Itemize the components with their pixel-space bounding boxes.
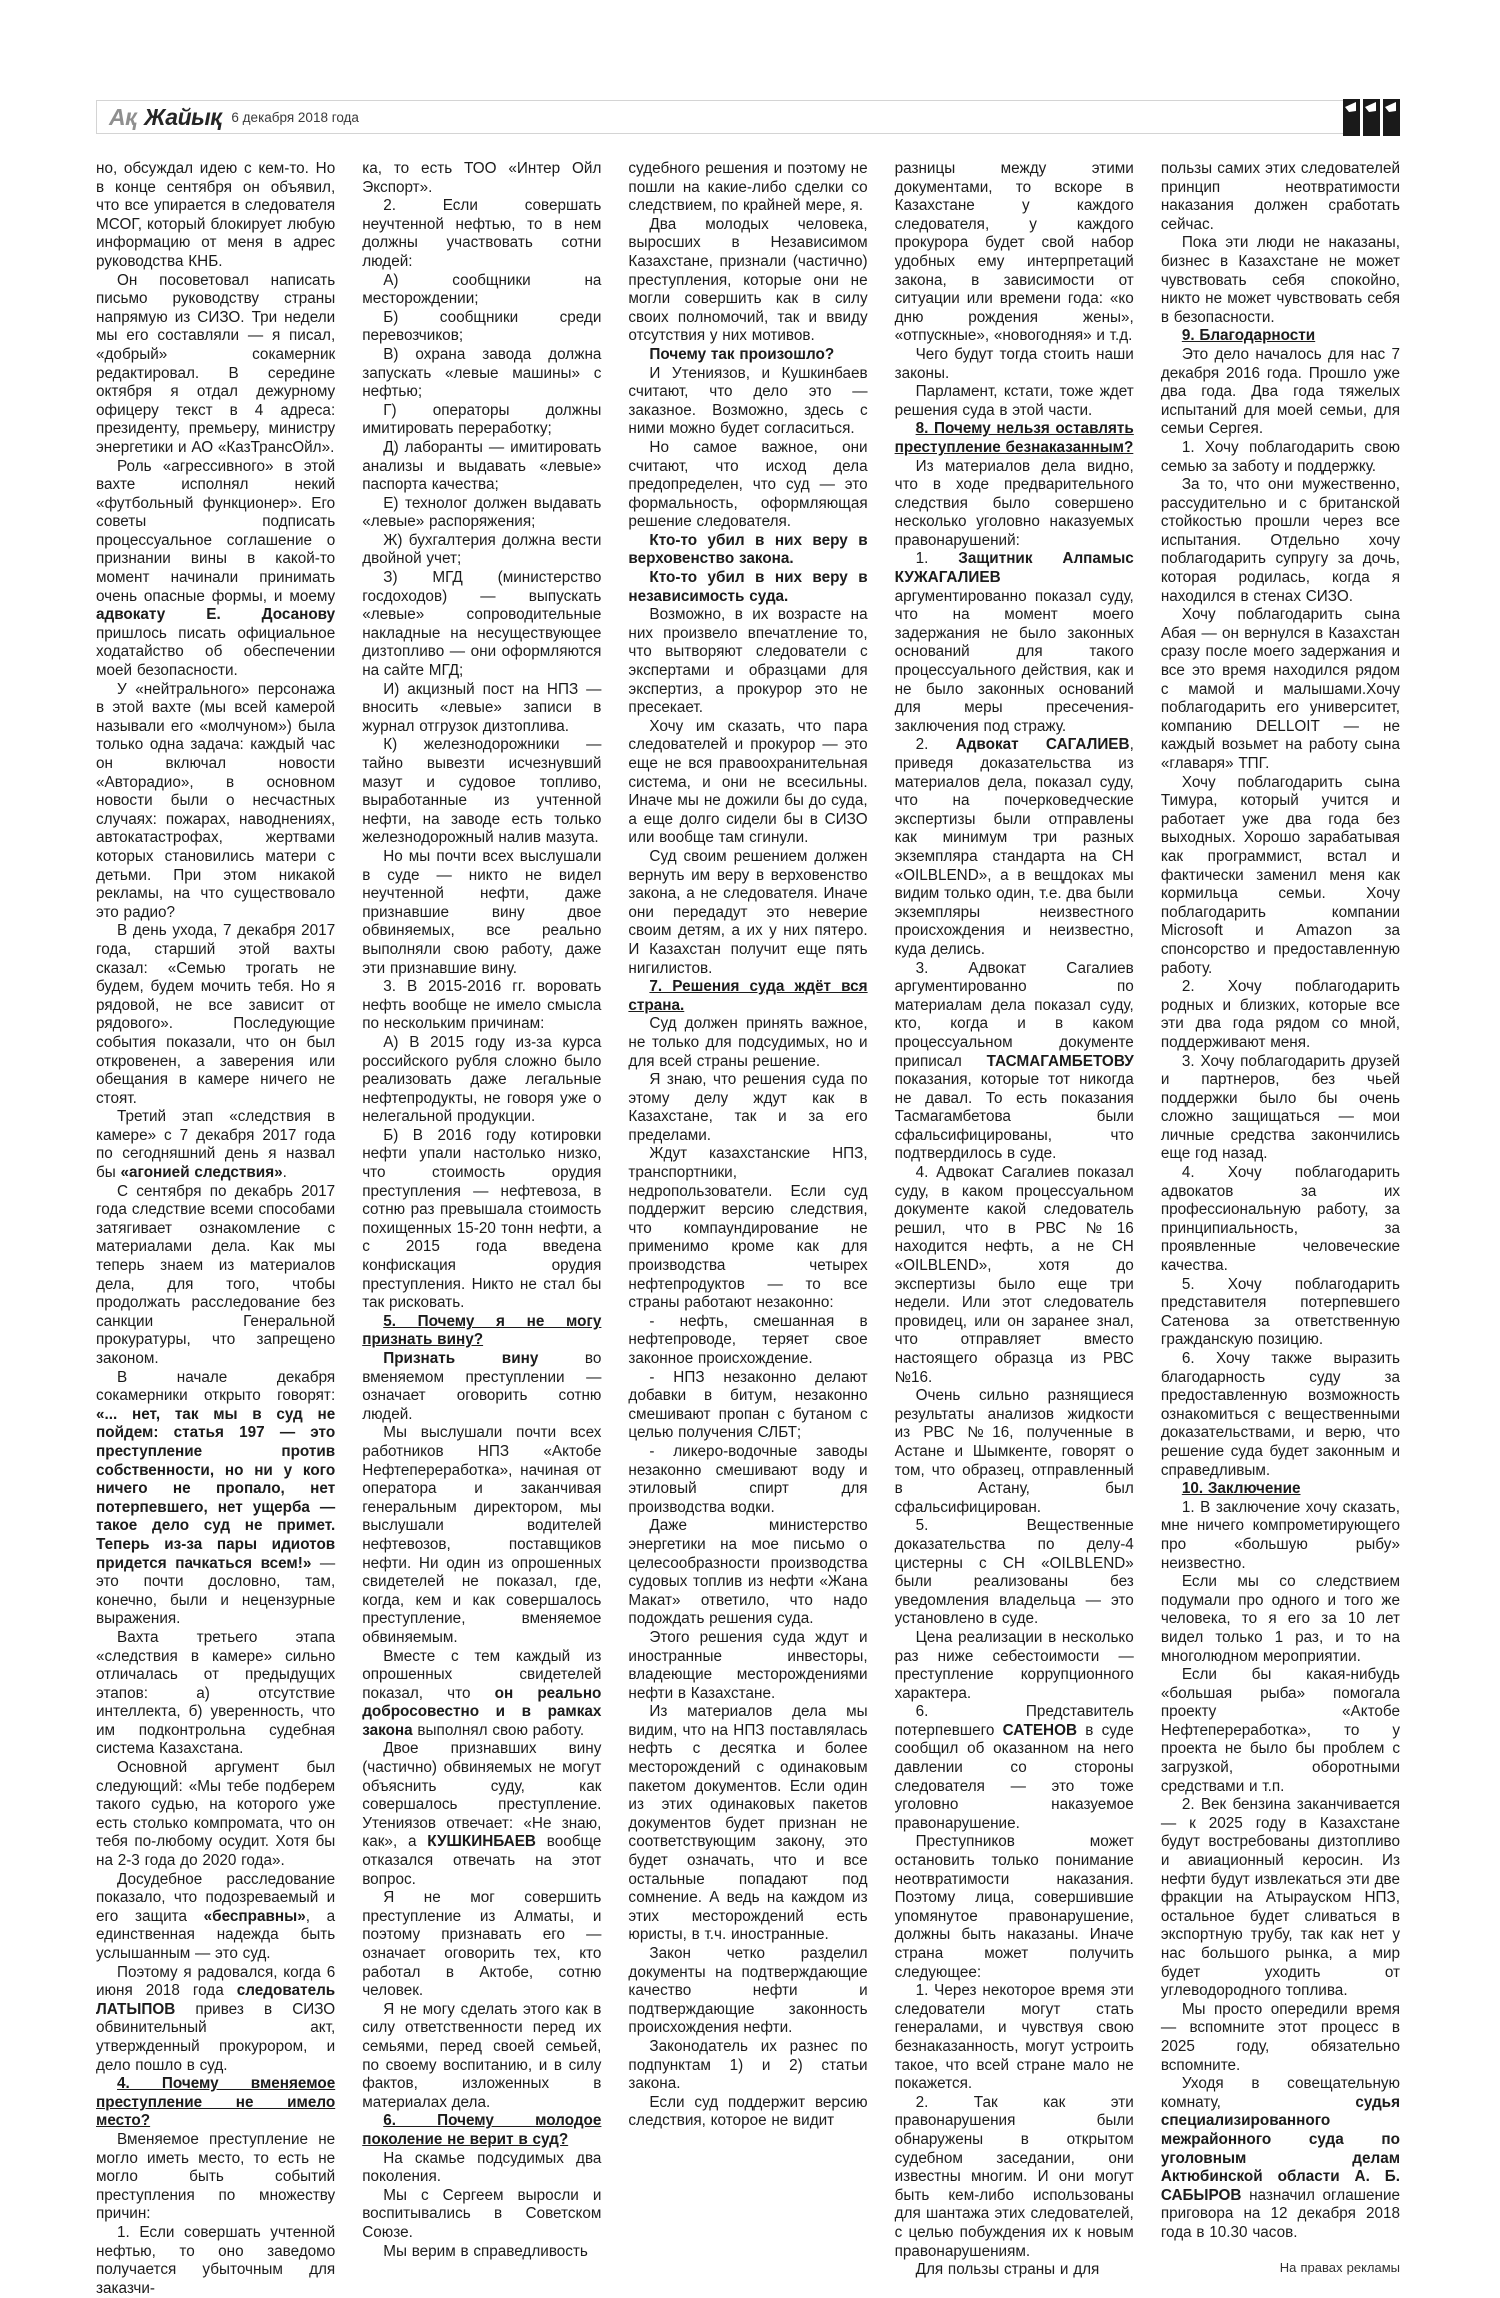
paragraph: Досудебное расследование показало, что подозреваемый и его защита «бесправны», а единственная надежда быть услышанным — это суд. xyxy=(96,1870,336,1962)
section-heading: 10. Заключение xyxy=(1181,1480,1301,1498)
paragraph: И) акцизный пост на НПЗ — вносить «левые» записи в журнал отгрузок дизтоплива. xyxy=(362,680,602,735)
article-column xyxy=(362,160,601,2298)
paragraph: Мы верим в справедливость xyxy=(383,2242,588,2260)
paragraph: Вместе с тем каждый из опрошенных свидетелей показал, что он реально добросовестно и в рамках закона выполнял свою работу. xyxy=(362,1647,602,1739)
paragraph: Из материалов дела видно, что в ходе предварительного следствия было совершено несколько уголовно наказуемых правонарушений: xyxy=(894,457,1134,549)
paragraph: пользы самих этих следователей принцип неотвратимости наказания должен сработать сейчас. xyxy=(1160,160,1401,233)
article-column xyxy=(1161,160,1400,2298)
article-column xyxy=(628,160,867,2298)
paragraph: Б) В 2016 году котировки нефти упали настолько низко, что стоимость орудия преступления — нефтевоза, в сотню раз превышала стоимость похищенных 15-20 тонн нефти, а с 2015 года введена конфискация орудия преступления. Никто не стал бы так рисковать. xyxy=(362,1126,602,1312)
paragraph: Д) лаборанты — имитировать анализы и выдавать «левые» паспорта качества; xyxy=(362,438,602,494)
paragraph: На скамье подсудимых два поколения. xyxy=(362,2149,602,2186)
paragraph: 1. Хочу поблагодарить свою семью за заботу и поддержку. xyxy=(1160,438,1401,475)
paragraph: Закон четко разделил документы на подтверждающие качество нефти и подтверждающие законность происхождения нефти. xyxy=(628,1945,868,2037)
paragraph: Основной аргумент был следующий: «Мы тебе подберем такого судью, на которого уже есть столько компромата, что он тебя по-любому осудит. Хотя бы на 2-3 года до 2020 года». xyxy=(96,1759,336,1870)
page-number-digit xyxy=(1363,99,1380,136)
paragraph: Но мы почти всех выслушали в суде — никто не видел неучтенной нефти, даже признавшие вину двое обвиняемых, все реально выполняли свою работу, даже эти признавшие вину. xyxy=(362,847,602,977)
paragraph: Это дело началось для нас 7 декабря 2016 года. Прошло уже два года. Два года тяжелых испытаний для моей семьи, для семьи Сергея. xyxy=(1160,345,1401,438)
newspaper-logo xyxy=(109,104,221,131)
paragraph: С сентября по декабрь 2017 года следствие всеми способами затягивает ознакомление с материалами дела. Как мы теперь знаем из материалов дела, для того, чтобы продолжать расследование без санкции Генеральной прокуратуры, что запрещено законом. xyxy=(96,1182,336,1367)
section-heading: 8. Почему нельзя оставлять преступление безнаказанным? xyxy=(894,420,1134,456)
paragraph: судебного решения и поэтому не пошли на какие-либо сделки со следствием, по крайней мере, я. xyxy=(628,160,868,215)
paragraph: 1. В заключение хочу сказать, мне ничего компрометирующего про «большую рыбу» неизвестно. xyxy=(1160,1498,1401,1572)
page-number-digit xyxy=(1383,99,1400,136)
paragraph: Вахта третьего этапа «следствия в камере» сильно отличалась от предыдущих этапов: а) отсутствие интеллекта, б) уверенность, что им подконтрольна судебная система Казахстана. xyxy=(96,1628,336,1758)
paragraph: В день ухода, 7 декабря 2017 года, старший этой вахты сказал: «Семью трогать не будем, будем мочить тебя. Но я рядовой, не все зависит от рядового». Последующие события показали, что он был откровенен, а заверения или обещания в камере ничего не стоят. xyxy=(96,922,336,1107)
paragraph: Два молодых человека, выросших в Независимом Казахстане, признали (частично) преступления, которые они не могли совершить как в силу своих полномочий, так и ввиду отсутствия у них мотивов. xyxy=(628,215,868,345)
section-heading: 4. Почему вменяемое преступление не имело место? xyxy=(96,2075,336,2130)
paragraph: разницы между этими документами, то вскоре в Казахстане у каждого следователя, у каждого прокурора будет свой набор удобных ему интерпретаций закона, в зависимости от ситуации или времени года: «ко дню рождения жены», «отпускные», «новогодняя» и т.д. xyxy=(894,160,1134,345)
paragraph: Уходя в совещательную комнату, судья специализированного межрайонного суда по уголовным делам Актюбинской области А. Б. САБЫРОВ назначил оглашение приговора на 12 декабря 2018 года в 10.30 часов. xyxy=(1160,2075,1401,2241)
paragraph: У «нейтрального» персонажа в этой вахте (мы всей камерой называли его «молчуном») была только одна задача: каждый час он включал новости «Авторадио», в основном новости были о несчастных случаях: пожарах, наводнениях, автокатастрофах, жертвами которых становились матери с детьми. При этом никакой рекламы, на что существовало это радио? xyxy=(96,680,336,921)
paragraph: Из материалов дела мы видим, что на НПЗ поставлялась нефть с десятка и более месторождений с одинаковым пакетом документов. Если один из этих одинаковых пакетов документов будет признан не соответствующим закону, это будет означать, что и все остальные попадают под сомнение. А ведь на каждом из этих месторождений есть юристы, в т.ч. иностранные. xyxy=(628,1703,868,1944)
paragraph: 4. Адвокат Сагалиев показал суду, в каком процессуальном документе какой следователь решил, что в РВС №16 находится нефть, а не СН «OILBLEND», хотя до экспертизы было еще три недели. Или этот следователь провидец, или он заранее знал, что отправляет вместо настоящего образца из РВС №16. xyxy=(894,1164,1134,1386)
paragraph: Я не мог совершить преступление из Алматы, и поэтому признавать его — означает оговорить тех, кто работал в Актобе, сотню человек. xyxy=(362,1889,602,2000)
article-column xyxy=(895,160,1134,2298)
paragraph: А) сообщники на месторождении; xyxy=(362,271,602,308)
paragraph: Хочу поблагодарить сына Абая — он вернулся в Казахстан сразу после моего задержания и все это время находился рядом с мамой и малышами.Хочу поблагодарить его университет, компанию DELLOIT — не каждый возьмет на работу сына «главаря» ТПГ. xyxy=(1160,606,1401,772)
paragraph: 4. Хочу поблагодарить адвокатов за их профессиональную работу, за принципиальность, за проявленные человеческие качества. xyxy=(1160,1164,1401,1275)
paragraph: Но самое важное, они считают, что исход дела предопределен, что суд — это формальность, оформляющая решение следователя. xyxy=(628,438,868,531)
paragraph: 1. Через некоторое время эти следователи могут стать генералами, и чувствуя свою безнаказанность, могут устроить такое, что всей стране мало не покажется. xyxy=(894,1982,1134,2093)
logo-word-zhaiyk: Жайық xyxy=(144,103,222,130)
paragraph: Если суд поддержит версию следствия, которое не видит xyxy=(628,2093,868,2130)
paragraph: Вменяемое преступление не могло иметь место, то есть не могло быть событий преступления по множеству причин: xyxy=(96,2130,336,2223)
paragraph: Преступников может остановить только понимание неотвратимости наказания. Поэтому лица, совершившие упомянутое правонарушение, должны быть наказаны. Иначе страна может получить следующее: xyxy=(894,1833,1134,1981)
paragraph: Почему так произошло? xyxy=(649,345,835,363)
paragraph: К) железнодорожники — тайно вывезти исчезнувший мазут и судовое топливо, выработанные из учтенной нефти, на заводе есть только железнодорожный налив мазута. xyxy=(362,736,602,847)
paragraph: Б) сообщники среди перевозчиков; xyxy=(362,308,602,345)
paragraph: Даже министерство энергетики на мое письмо о целесообразности производства судовых топлив из нефти «Жана Макат» ответило, что надо подождать решения суда. xyxy=(628,1517,868,1628)
paragraph: Мы с Сергеем выросли и воспитывались в Советском Союзе. xyxy=(362,2186,602,2241)
paragraph: 3. В 2015-2016 гг. воровать нефть вообще не имело смысла по нескольким причинам: xyxy=(362,978,602,1033)
paragraph: В начале декабря сокамерники открыто говорят: «... нет, так мы в суд не пойдем: статья 197 — это преступление против собственности, но ни у кого ничего не пропало, нет потерпевшего, нет ущерба — такое дело суд не примет. Теперь из-за пары идиотов придется пачкаться всем!» — это почти дословно, там, конечно, были и нецензурные выражения. xyxy=(96,1368,336,1628)
issue-date: 6 декабря 2018 года xyxy=(231,109,359,125)
paragraph: 1. Защитник Алпамыс КУЖАГАЛИЕВ аргументированно показал суду, что на момент моего задержания не было законных оснований для такого процессуального действия, как и не было законных оснований для меры пресечения-заключения под стражу. xyxy=(894,550,1134,735)
paragraph: За то, что они мужественно, рассудительно и с британской стойкостью прошли через все испытания. Отдельно хочу поблагодарить супругу за дочь, которая родилась, когда я находился в стенах СИЗО. xyxy=(1160,476,1401,605)
paragraph: 1. Если совершать учтенной нефтью, то оно заведомо получается убыточным для заказчи- xyxy=(96,2223,336,2297)
paragraph: Е) технолог должен выдавать «левые» распоряжения; xyxy=(362,494,602,531)
paragraph: Этого решения суда ждут и иностранные инвесторы, владеющие месторождениями нефти в Казахстане. xyxy=(628,1628,868,1702)
paragraph: 5. Вещественные доказательства по делу-4 цистерны с СН «OILBLEND» были реализованы без уведомления владельца — это установлено в суде. xyxy=(894,1517,1134,1628)
paragraph: ка, то есть ТОО «Интер Ойл Экспорт». xyxy=(362,160,602,196)
paragraph: Парламент, кстати, тоже ждет решения суда в этой части. xyxy=(894,383,1134,419)
section-heading: 5. Почему я не могу признать вину? xyxy=(362,1312,602,1349)
page-number xyxy=(1343,99,1400,136)
paragraph: 5. Хочу поблагодарить представителя потерпевшего Сатенова за ответственную гражданскую позицию. xyxy=(1160,1275,1401,1349)
paragraph: Чего будут тогда стоить наши законы. xyxy=(894,345,1134,382)
paragraph: - НПЗ незаконно делают добавки в битум, незаконно смешивают пропан с бутаном с целью получения СЛБТ; xyxy=(628,1368,868,1442)
ad-disclaimer: На правах рекламы xyxy=(1279,2259,1401,2275)
paragraph: Законодатель их разнес по подпунктам 1) и 2) статьи закона. xyxy=(628,2037,868,2093)
paragraph: - нефть, смешанная в нефтепроводе, теряет свое законное происхождение. xyxy=(628,1312,868,1367)
paragraph: Если бы какая-нибудь «большая рыба» помогала проекту «Актобе Нефтепереработка», то у проекта не было бы проблем с загрузкой, оборотными средствами и т.п. xyxy=(1160,1666,1401,1795)
paragraph: Я не могу сделать этого как в силу ответственности перед их семьями, перед своей семьей, по своему воспитанию, и в силу фактов, изложенных в материалах дела. xyxy=(362,2000,602,2111)
paragraph: Для пользы страны и для xyxy=(915,2261,1100,2279)
paragraph: 3. Адвокат Сагалиев аргументированно по материалам дела показал суду, кто, когда и в каком процессуальном документе приписал ТАСМАГАМБЕТОВУ показания, которые тот никогда не давал. То есть показания Тасмагамбетова были сфальсифицированы, что подтвердилось в суде. xyxy=(894,959,1134,1163)
paragraph: Двое признавших вину (частично) обвиняемых не могут объяснить суду, как совершалось преступление. Утениязов отвечает: «Не знаю, как», а КУШКИНБАЕВ вообще отказался отвечать на этот вопрос. xyxy=(362,1740,602,1888)
paragraph: Он посоветовал написать письмо руководству страны напрямую из СИЗО. Три недели мы его составляли — я писал, «добрый» сокамерник редактировал. В середине октября я отдал дежурному офицеру текст в 4 адреса: президенту, премьеру, министру энергетики и АО «КазТрансОйл». xyxy=(96,271,336,456)
paragraph: Признать вину во вменяемом преступлении — означает оговорить сотню людей. xyxy=(362,1350,602,1423)
paragraph: Цена реализации в несколько раз ниже себестоимости — преступление коррупционного характера. xyxy=(894,1628,1134,1702)
paragraph: Ж) бухгалтерия должна вести двойной учет; xyxy=(362,531,602,568)
paragraph: В) охрана завода должна запускать «левые машины» с нефтью; xyxy=(362,345,602,401)
paragraph: Суд должен принять важное, не только для подсудимых, но и для всей страны решение. xyxy=(628,1015,868,1070)
paragraph: 2. Если совершать неучтенной нефтью, то в нем должны участвовать сотни людей: xyxy=(362,197,602,270)
paragraph: 2. Хочу поблагодарить родных и близких, которые все эти два года рядом со мной, поддерживают меня. xyxy=(1160,978,1401,1051)
article-columns xyxy=(96,160,1400,2298)
paragraph: Я знаю, что решения суда по этому делу ждут как в Казахстане, так и за его пределами. xyxy=(628,1071,868,1144)
paragraph: 2. Век бензина заканчивается — к 2025 году в Казахстане будут востребованы дизтопливо и авиационный керосин. Из нефти будут извлекаться эти две фракции на Атырауском НПЗ, остальное будет сливаться в экспортную трубу, так как нет у нас большого рынка, а мир будет уходить от углеводородного топлива. xyxy=(1160,1796,1401,2000)
paragraph: И Утениязов, и Кушкинбаев считают, что дело это — заказное. Возможно, здесь с ними можно будет согласиться. xyxy=(628,364,868,438)
paragraph: 6. Хочу также выразить благодарность суду за предоставленную возможность ознакомиться с вещественными доказательствами, и верю, что решение суда будет законным и справедливым. xyxy=(1160,1350,1401,1479)
paragraph: Роль «агрессивного» в этой вахте исполнял некий «футбольный функционер». Его советы подписать процессуальное соглашение о признании вины в какой-то момент начинали принимать очень опасные формы, и моему адвокату Е. Досанову пришлось писать официальное ходатайство об обеспечении моей безопасности. xyxy=(96,457,336,680)
paragraph: 3. Хочу поблагодарить друзей и партнеров, без чьей поддержки было бы очень сложно защищаться — мои личные средства закончились еще год назад. xyxy=(1160,1052,1401,1163)
paragraph: Хочу поблагодарить сына Тимура, который учится и работает уже два года без выходных. Хорошо зарабатывая как программист, встал и фактически заменил меня как кормильца семьи. Хочу поблагодарить компании Microsoft и Amazon за спонсорство и предоставленную работу. xyxy=(1160,773,1401,977)
paragraph: 2. Так как эти правонарушения были обнаружены в открытом судебном заседании, они известны многим. И они могут быть кем-либо использованы для шантажа этих следователей, с целью побуждения их к новым правонарушениям. xyxy=(894,2093,1134,2260)
paragraph: Ждут казахстанские НПЗ, транспортники, недропользователи. Если суд поддержит версию следствия, что компаундирование не применимо кроме как для производства четырех нефтепродуктов — то все страны работают незаконно: xyxy=(628,1145,868,1312)
paragraph: Если мы со следствием подумали про одного и того же человека, то я его за 10 лет видел только 1 раз, и то на многолюдном мероприятии. xyxy=(1160,1573,1401,1665)
logo-word-ak: Ақ xyxy=(109,103,137,130)
paragraph: - ликеро-водочные заводы незаконно смешивают воду и этиловый спирт для производства водки. xyxy=(628,1442,868,1516)
paragraph: Пока эти люди не наказаны, бизнес в Казахстане не может чувствовать себя спокойно, никто не может чувствовать себя в безопасности. xyxy=(1160,234,1401,326)
section-heading: 9. Благодарности xyxy=(1181,327,1316,345)
page-number-digit xyxy=(1343,99,1360,136)
paragraph: Хочу им сказать, что пара следователей и прокурор — это еще не вся правоохранительная система, и они не всесильны. Иначе мы не дожили бы до суда, а еще долго сидели бы в СИЗО или вообще там сгинули. xyxy=(628,717,868,847)
paragraph: Мы выслушали почти всех работников НПЗ «Актобе Нефтепереработка», начиная от оператора и заканчивая генеральным директором, мы выслушали водителей нефтевозов, поставщиков нефти. Ни один из опрошенных свидетелей не показал, где, когда, кем и как совершалось преступление, вменяемое обвиняемым. xyxy=(362,1424,602,1646)
paragraph: Г) операторы должны имитировать переработку; xyxy=(362,401,602,438)
paragraph: 6. Представитель потерпевшего САТЕНОВ в суде сообщил об оказанном на него давлении со стороны следователя — это тоже уголовно наказуемое правонарушение. xyxy=(894,1703,1134,1832)
paragraph: Третий этап «следствия в камере» с 7 декабря 2017 года по сегодняшний день я назвал бы «агонией следствия». xyxy=(96,1108,336,1182)
masthead xyxy=(96,100,1400,134)
paragraph: Очень сильно разнящиеся результаты анализов жидкости из РВС №16, полученные в Астане и Шымкенте, говорят о том, что образец, отправленный в Астану, был сфальсифицирован. xyxy=(894,1387,1134,1516)
paragraph: А) В 2015 году из-за курса российского рубля сложно было реализовать даже легальные нефтепродукты, не говоря уже о нелегальной продукции. xyxy=(362,1033,602,1126)
paragraph: Кто-то убил в них веру в верховенство закона. xyxy=(628,531,868,568)
paragraph: Суд своим решением должен вернуть им веру в верховенство закона, а не следователя. Иначе они передадут это неверие своим детям, а их у них пятеро. И Казахстан получит еще пять нигилистов. xyxy=(628,847,868,977)
section-heading: 6. Почему молодое поколение не верит в суд? xyxy=(362,2112,602,2148)
paragraph: Возможно, в их возрасте на них произвело впечатление то, что вытворяют следователи с экспертами и образцами для экспертиз, а прокурор это не пресекает. xyxy=(628,606,868,717)
paragraph: З) МГД (министерство госдоходов) — выпускать «левые» сопроводительные накладные на несуществующее дизтопливо — они оформляются на сайте МГД; xyxy=(362,569,602,680)
paragraph: Кто-то убил в них веру в независимость суда. xyxy=(628,569,868,605)
paragraph: 2. Адвокат САГАЛИЕВ, приведя доказательства из материалов дела, показал суду, что на почерковедческие экспертизы были отправлены как минимум три разных экземпляра стандарта на СН «OILBLEND», а в вещдоках мы видим только один, т.е. два были экземпляры неизвестного происхождения и неизвестно, куда делись. xyxy=(894,736,1134,958)
paragraph: но, обсуждал идею с кем-то. Но в конце сентября он объявил, что все упирается в следователя МСОГ, который блокирует любую информацию от меня в адрес руководства КНБ. xyxy=(96,160,336,270)
section-heading: 7. Решения суда ждёт вся страна. xyxy=(628,978,868,1014)
article-column xyxy=(96,160,335,2298)
paragraph: Поэтому я радовался, когда 6 июня 2018 года следователь ЛАТЫПОВ привез в СИЗО обвинительный акт, утвержденный прокурором, и дело пошло в суд. xyxy=(96,1963,336,2074)
paragraph: Мы просто опередили время — вспомните этот процесс в 2025 году, обязательно вспомните. xyxy=(1160,2000,1401,2074)
